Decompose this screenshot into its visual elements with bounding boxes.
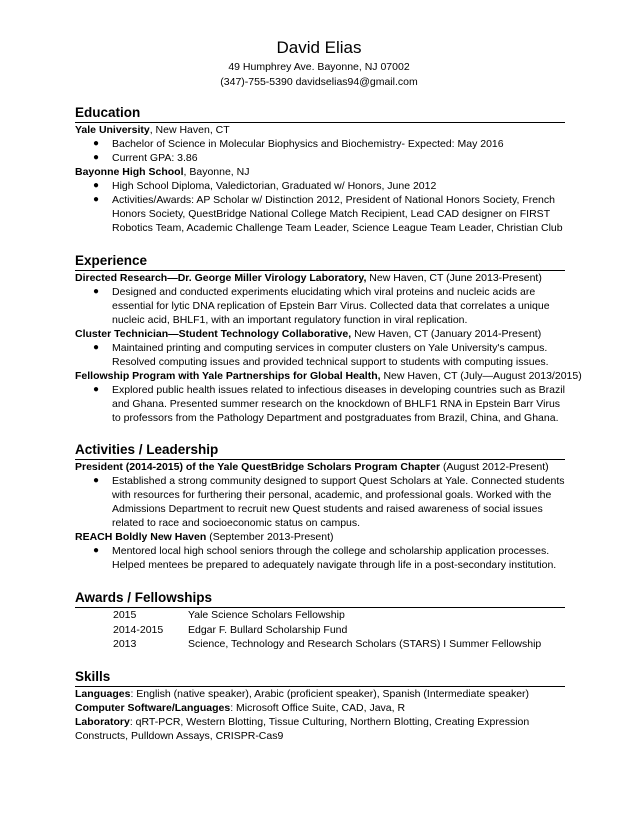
bullet-list xyxy=(75,179,565,235)
bullet-list xyxy=(75,285,565,327)
contact-info: (347)-755-5390 davidselias94@gmail.com xyxy=(220,76,418,88)
awards-table xyxy=(113,608,565,652)
school-name: Yale University xyxy=(75,124,150,136)
award-name: Yale Science Scholars Fellowship xyxy=(188,609,345,621)
job-line xyxy=(75,271,565,285)
job-details: New Haven, CT (January 2014-Present) xyxy=(351,328,542,340)
resume-header xyxy=(0,38,638,90)
skills-section xyxy=(75,668,565,743)
school-line xyxy=(75,165,565,179)
skills-label: Computer Software/Languages xyxy=(75,702,231,714)
bullet-item: ● Explored public health issues related to infectious diseases in developing countries such as Brazil and Ghana. Presented summer research on the knockdown of BHLF1 RNA in Epstein Barr Virus to professors from the Pathology Department and postgraduates from Brazil, China, and Ghana. xyxy=(93,384,565,424)
job-role: Fellowship Program with Yale Partnerships for Global Health, xyxy=(75,370,381,382)
bullet-list xyxy=(75,383,565,425)
bullet-list xyxy=(75,137,565,165)
bullet-item: ● Bachelor of Science in Molecular Biophysics and Biochemistry- Expected: May 2016 xyxy=(93,138,504,150)
bullet-icon: ● xyxy=(93,138,100,149)
bullet-item: ● High School Diploma, Valedictorian, Graduated w/ Honors, June 2012 xyxy=(93,180,437,192)
job-details: New Haven, CT (June 2013-Present) xyxy=(366,272,542,284)
bullet-item: ● Maintained printing and computing services in computer clusters on Yale University's campus. Resolved computing issues and provided technical support to students with computing issues. xyxy=(93,342,549,368)
awards-section xyxy=(75,589,565,652)
bullet-item: ● Current GPA: 3.86 xyxy=(93,152,198,164)
school-location: , New Haven, CT xyxy=(149,124,230,136)
award-year: 2013 xyxy=(113,638,137,650)
section-title: Awards / Fellowships xyxy=(75,590,213,605)
bullet-list xyxy=(75,341,565,369)
bullet-list xyxy=(75,474,565,530)
activity-details: (August 2012-Present) xyxy=(440,461,549,473)
award-name: Edgar F. Bullard Scholarship Fund xyxy=(188,623,348,636)
job-details: New Haven, CT (July—August 2013/2015) xyxy=(380,370,582,382)
section-title: Experience xyxy=(75,253,148,268)
skills-label: Languages xyxy=(75,688,131,700)
bullet-icon: ● xyxy=(93,180,100,191)
school-line xyxy=(75,123,565,137)
skills-label: Laboratory xyxy=(75,716,130,728)
section-title: Skills xyxy=(75,669,111,684)
skills-software: Computer Software/Languages: Microsoft Office Suite, CAD, Java, R xyxy=(75,702,406,714)
section-title: Activities / Leadership xyxy=(75,442,219,457)
activity-line xyxy=(75,460,565,474)
activity-details: (September 2013-Present) xyxy=(206,531,334,543)
activity-line xyxy=(75,530,565,544)
job-role: Cluster Technician—Student Technology Collaborative, xyxy=(75,328,352,340)
bullet-icon: ● xyxy=(93,384,100,395)
bullet-icon: ● xyxy=(93,545,100,556)
bullet-icon: ● xyxy=(93,342,100,353)
bullet-icon: ● xyxy=(93,475,100,486)
award-year: 2014-2015 xyxy=(113,623,164,636)
school-name: Bayonne High School xyxy=(75,166,184,178)
bullet-item: ● Established a strong community designed to support Quest Scholars at Yale. Connected students with resources for furthering their personal, academic, and professional goals. Worked with the Admissions Department to recruit new Quest students and raised awareness of social issues related to race and socioeconomic status on campus. xyxy=(93,475,565,529)
bullet-icon: ● xyxy=(93,194,100,205)
skills-laboratory: Laboratory: qRT-PCR, Western Blotting, Tissue Culturing, Northern Blotting, Creating Expression Constructs, Pulldown Assays, CRISPR-Cas9 xyxy=(75,716,530,742)
award-row xyxy=(113,623,565,638)
bullet-icon: ● xyxy=(93,152,100,163)
school-location: , Bayonne, NJ xyxy=(183,166,250,178)
section-title: Education xyxy=(75,105,141,120)
activities-section xyxy=(75,441,565,572)
job-line xyxy=(75,327,565,341)
award-year: 2015 xyxy=(113,609,137,621)
bullet-icon: ● xyxy=(93,286,100,297)
activity-role: President (2014-2015) of the Yale QuestBridge Scholars Program Chapter xyxy=(75,461,441,473)
job-line xyxy=(75,369,582,383)
education-section xyxy=(75,104,565,235)
award-row xyxy=(113,608,565,623)
award-row xyxy=(113,637,565,652)
skills-languages: Languages: English (native speaker), Arabic (proficient speaker), Spanish (Intermediate speaker) xyxy=(75,688,530,700)
experience-section xyxy=(75,252,582,425)
bullet-list xyxy=(75,544,565,572)
job-role: Directed Research—Dr. George Miller Virology Laboratory, xyxy=(75,272,367,284)
bullet-item: ● Activities/Awards: AP Scholar w/ Distinction 2012, President of National Honors Society, French Honors Society, QuestBridge National College Match Recipient, Lead CAD designer on FIRST Robotics Team, Academic Challenge Team Leader, Science League Team Leader, Christian Club xyxy=(93,194,563,234)
activity-role: REACH Boldly New Haven xyxy=(75,531,207,543)
bullet-item: ● Designed and conducted experiments elucidating which viral proteins and nucleic acids are essential for lytic DNA replication of Epstein Barr Virus. Collected data that correlates a unique nucleic acid, BHLF1, with an important regulatory function in viral replication. xyxy=(93,286,550,326)
award-name: Science, Technology and Research Scholars (STARS) I Summer Fellowship xyxy=(188,638,542,650)
address: 49 Humphrey Ave. Bayonne, NJ 07002 xyxy=(228,61,410,73)
bullet-item: ● Mentored local high school seniors through the college and scholarship application processes. Helped mentees be prepared to adequately navigate through life in a post-secondary institution. xyxy=(93,545,557,571)
candidate-name: David Elias xyxy=(276,38,362,57)
